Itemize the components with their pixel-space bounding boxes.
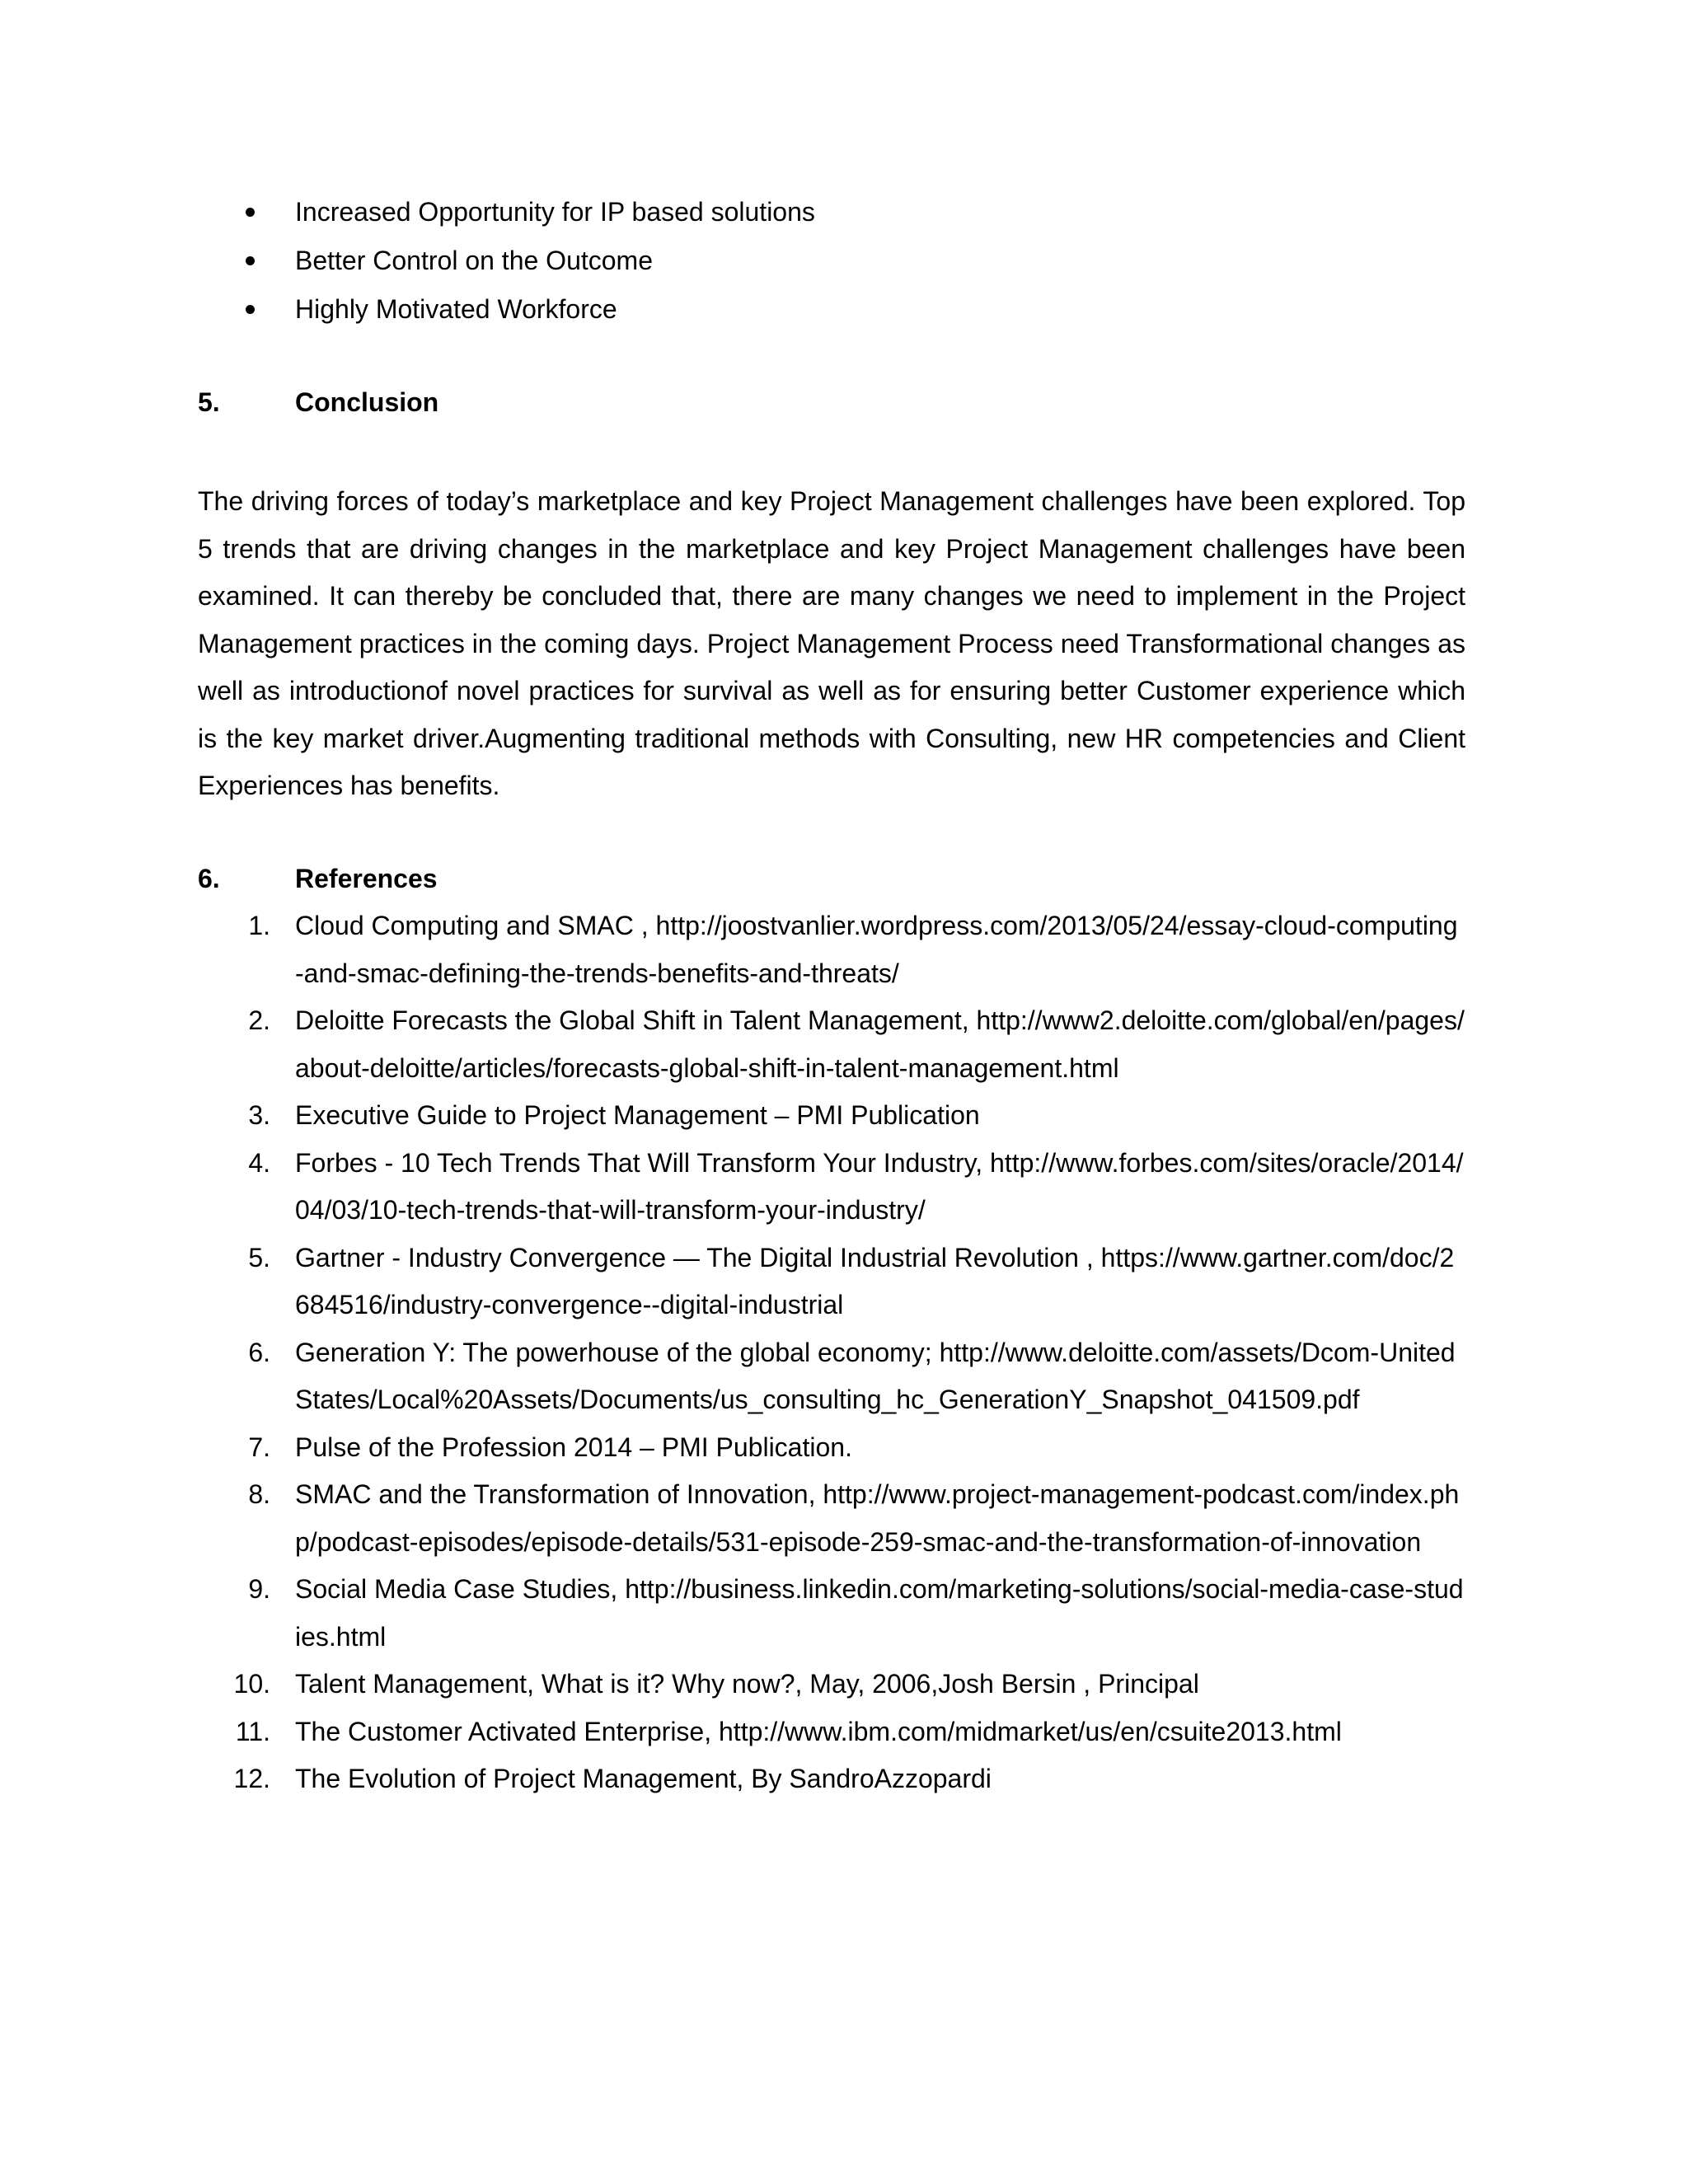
reference-text: Social Media Case Studies, http://business.linkedin.com/marketing-solutions/social-media-case-studies.html — [295, 1574, 1464, 1652]
reference-number: 9. — [248, 1574, 270, 1604]
reference-item — [198, 1661, 1465, 1708]
reference-number: 12. — [233, 1764, 270, 1793]
bullet-dot-icon — [246, 256, 255, 265]
bullet-item — [198, 237, 1517, 285]
reference-item — [198, 1092, 1465, 1140]
reference-item — [198, 1235, 1465, 1329]
reference-number: 3. — [248, 1100, 270, 1130]
section-title: Conclusion — [295, 387, 439, 417]
reference-text: Cloud Computing and SMAC , http://joostvanlier.wordpress.com/2013/05/24/essay-cloud-computing-and-smac-defining-the-trends-benefits-and-threats/ — [295, 911, 1458, 988]
reference-text: SMAC and the Transformation of Innovation, http://www.project-management-podcast.com/index.php/podcast-episodes/episode-details/531-episode-259-smac-and-the-transformation-of-innovation — [295, 1479, 1460, 1557]
section-title: References — [295, 864, 438, 893]
reference-text: Gartner - Industry Convergence — The Digital Industrial Revolution , https://www.gartner.com/doc/2684516/industry-convergence--digital-industrial — [295, 1242, 1455, 1319]
reference-item — [198, 1566, 1465, 1661]
bullet-dot-icon — [246, 208, 255, 217]
reference-number: 11. — [235, 1716, 270, 1746]
bullet-item — [198, 188, 1517, 237]
reference-text: Forbes - 10 Tech Trends That Will Transform Your Industry, http://www.forbes.com/sites/oracle/2014/04/03/10-tech-trends-that-will-transform-your-industry/ — [295, 1147, 1464, 1225]
reference-number: 2. — [248, 1005, 270, 1035]
reference-item — [198, 1140, 1465, 1235]
reference-item — [198, 1329, 1465, 1424]
reference-number: 5. — [248, 1242, 270, 1272]
reference-item — [198, 902, 1465, 997]
conclusion-paragraph: The driving forces of today’s marketplace and key Project Management challenges have been explored. Top 5 trends that are driving changes in the marketplace and key Project Management challenges have been examined. It can thereby be concluded that, there are many changes we need to implement in the Project Management practices in the coming days. Project Management Process need Transformational changes as well as introductionof novel practices for survival as well as for ensuring better Customer experience which is the key market driver.Augmenting traditional methods with Consulting, new HR competencies and Client Experiences has benefits. — [198, 486, 1465, 800]
bullet-text: Highly Motivated Workforce — [295, 294, 617, 324]
reference-item — [198, 1708, 1465, 1756]
references-list — [198, 902, 1517, 1803]
reference-number: 1. — [248, 911, 270, 940]
reference-item — [198, 1424, 1465, 1472]
bullet-item — [198, 285, 1517, 334]
reference-number: 10. — [233, 1669, 270, 1699]
reference-item — [198, 1471, 1465, 1566]
reference-text: The Customer Activated Enterprise, http://www.ibm.com/midmarket/us/en/csuite2013.html — [295, 1716, 1342, 1746]
reference-number: 7. — [248, 1432, 270, 1462]
bullet-dot-icon — [246, 305, 255, 314]
conclusion-heading — [198, 378, 438, 427]
reference-text: Generation Y: The powerhouse of the global economy; http://www.deloitte.com/assets/Dcom-UnitedStates/Local%20Assets/Documents/us_consulting_hc_GenerationY_Snapshot_041509.pdf — [295, 1337, 1456, 1414]
reference-text: Executive Guide to Project Management – PMI Publication — [295, 1100, 980, 1130]
reference-number: 6. — [248, 1337, 270, 1367]
reference-text: Deloitte Forecasts the Global Shift in Talent Management, http://www2.deloitte.com/global/en/pages/about-deloitte/articles/forecasts-global-shift-in-talent-management.html — [295, 1005, 1465, 1083]
reference-item — [198, 1755, 1465, 1803]
reference-text: Pulse of the Profession 2014 – PMI Publication. — [295, 1432, 852, 1462]
section-number: 5. — [198, 387, 220, 417]
reference-number: 8. — [248, 1479, 270, 1509]
benefits-bullet-list — [198, 188, 1517, 334]
reference-text: Talent Management, What is it? Why now?, May, 2006,Josh Bersin , Principal — [295, 1669, 1199, 1699]
bullet-text: Increased Opportunity for IP based solutions — [295, 197, 815, 227]
references-heading — [198, 855, 438, 903]
reference-item — [198, 997, 1465, 1092]
reference-text: The Evolution of Project Management, By SandroAzzopardi — [295, 1764, 992, 1793]
section-number: 6. — [198, 864, 220, 893]
bullet-text: Better Control on the Outcome — [295, 246, 653, 275]
reference-number: 4. — [248, 1147, 270, 1178]
